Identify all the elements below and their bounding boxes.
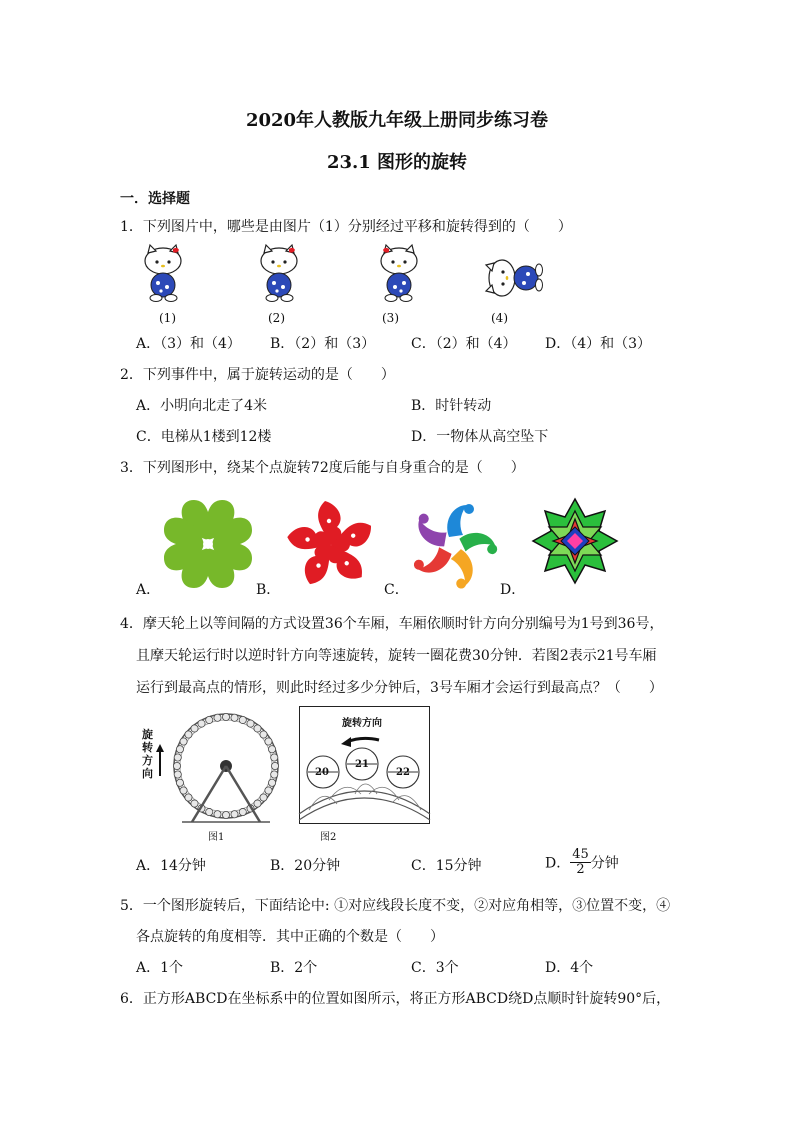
cabin-20-label: 20 <box>315 767 329 778</box>
wheel-cabin <box>254 725 261 732</box>
wheel-cabin <box>265 787 272 794</box>
wheel-cabin <box>206 808 213 815</box>
q5-option-a[interactable]: A．1个 <box>136 960 184 976</box>
wheel-cabin <box>206 716 213 723</box>
wheel-cabin <box>180 738 187 745</box>
wheel-cabin <box>271 762 278 769</box>
star-pattern-figure <box>532 498 618 584</box>
wheel-cabin <box>222 811 229 818</box>
q2-option-a[interactable]: A．小明向北走了4米 <box>136 398 268 414</box>
fig2-label: 图2 <box>320 832 337 843</box>
wheel-cabin <box>185 731 192 738</box>
q1-stem: 1．下列图片中，哪些是由图片（1）分别经过平移和旋转得到的（ ） <box>120 219 572 235</box>
wheel-cabin <box>214 811 221 818</box>
q4-line-3: 运行到最高点的情形，则此时经过多少分钟后，3号车厢才会运行到最高点？（ ） <box>136 680 663 696</box>
q4-option-c[interactable]: C．15分钟 <box>411 858 482 874</box>
q5-option-d[interactable]: D．4个 <box>545 960 594 976</box>
wheel-cabin <box>191 800 198 807</box>
q5-option-b[interactable]: B．2个 <box>270 960 318 976</box>
q1-option-c[interactable]: C．（2）和（4） <box>411 336 517 352</box>
wheel-cabin <box>173 762 180 769</box>
wheel-cabin <box>260 794 267 801</box>
wheel-cabin <box>260 731 267 738</box>
kitty-image-4 <box>484 253 544 303</box>
q3-stem: 3．下列图形中，绕某个点旋转72度后能与自身重合的是（ ） <box>120 460 525 476</box>
wheel-cabin <box>198 720 205 727</box>
wheel-cabin <box>271 771 278 778</box>
wheel-cabin <box>180 787 187 794</box>
q4-option-a[interactable]: A．14分钟 <box>136 858 206 874</box>
page-subtitle: 23.1 图形的旋转 <box>326 152 468 173</box>
option-d-denominator: 2 <box>576 862 585 877</box>
q2-option-b[interactable]: B．时针转动 <box>411 398 492 414</box>
wheel-cabin <box>268 746 275 753</box>
q1-option-d[interactable]: D．（4）和（3） <box>545 336 652 352</box>
q6-line-1: 6．正方形ABCD在坐标系中的位置如图所示，将正方形ABCD绕D点顺时针旋转90°后， <box>120 991 671 1007</box>
clover-figure <box>162 500 254 588</box>
fig1-label: 图1 <box>208 832 225 843</box>
q2-option-d[interactable]: D．一物体从高空坠下 <box>411 429 549 445</box>
wheel-cabin <box>268 779 275 786</box>
q1-caption-1: (1) <box>159 311 176 325</box>
wheel-cabin <box>271 754 278 761</box>
wheel-cabin <box>176 746 183 753</box>
kitty-image-3 <box>376 243 426 303</box>
q5-line-1: 5．一个图形旋转后，下面结论中: ①对应线段长度不变，②对应角相等，③位置不变，④ <box>120 898 671 914</box>
wheel-cabin <box>239 716 246 723</box>
wheel-cabin <box>214 714 221 721</box>
q1-option-a[interactable]: A．（3）和（4） <box>136 336 241 352</box>
q4-option-b[interactable]: B．20分钟 <box>270 858 341 874</box>
page-title: 2020年人教版九年级上册同步练习卷 <box>245 110 549 131</box>
wheel-cabin <box>265 738 272 745</box>
q4-line-2: 且摩天轮运行时以逆时针方向等速旋转，旋转一圈花费30分钟．若图2表示21号车厢 <box>136 648 657 664</box>
wheel-cabin <box>174 771 181 778</box>
wheel-cabin <box>231 811 238 818</box>
kitty-image-1 <box>140 243 190 303</box>
option-d-numerator: 45 <box>572 847 589 862</box>
cabin-21-label: 21 <box>355 759 369 770</box>
q3-option-c[interactable]: C． <box>384 582 409 598</box>
q1-caption-4: (4) <box>491 311 508 325</box>
q1-caption-3: (3) <box>382 311 399 325</box>
wheel-cabin <box>239 808 246 815</box>
wheel-cabin <box>247 720 254 727</box>
fig2-rotation-label: 旋转方向 <box>342 718 382 729</box>
wheel-cabin <box>231 714 238 721</box>
wheel-cabin <box>191 725 198 732</box>
q5-option-c[interactable]: C．3个 <box>411 960 459 976</box>
q3-option-b[interactable]: B． <box>256 582 281 598</box>
q4-option-d[interactable]: D． $\frac{45}{2}$ 分钟 <box>545 847 619 877</box>
q2-option-c[interactable]: C．电梯从1楼到12楼 <box>136 429 272 445</box>
wheel-cabin <box>254 800 261 807</box>
q3-option-a[interactable]: A． <box>136 582 161 598</box>
bauhinia-figure <box>284 500 378 590</box>
q1-option-b[interactable]: B．（2）和（3） <box>270 336 376 352</box>
q3-option-d[interactable]: D． <box>500 582 526 598</box>
q1-caption-2: (2) <box>268 311 285 325</box>
q2-stem: 2．下列事件中，属于旋转运动的是（ ） <box>120 367 395 383</box>
kitty-image-2 <box>256 243 306 303</box>
wheel-cabin <box>174 754 181 761</box>
cabin-22-label: 22 <box>396 767 410 778</box>
wheel-cabin <box>185 794 192 801</box>
wheel-cabin <box>176 779 183 786</box>
section-heading: 一．选择题 <box>120 191 190 207</box>
fig1-rotation-label: 旋 转 方 向 <box>142 728 153 780</box>
wheel-cabin <box>222 713 229 720</box>
ferris-wheel-figure <box>150 704 280 826</box>
pinwheel-figure <box>408 500 498 590</box>
q4-line-1: 4．摩天轮上以等间隔的方式设置36个车厢，车厢依顺时针方向分别编号为1号到36号， <box>120 616 664 632</box>
q5-line-2: 各点旋转的角度相等．其中正确的个数是（ ） <box>136 929 444 945</box>
